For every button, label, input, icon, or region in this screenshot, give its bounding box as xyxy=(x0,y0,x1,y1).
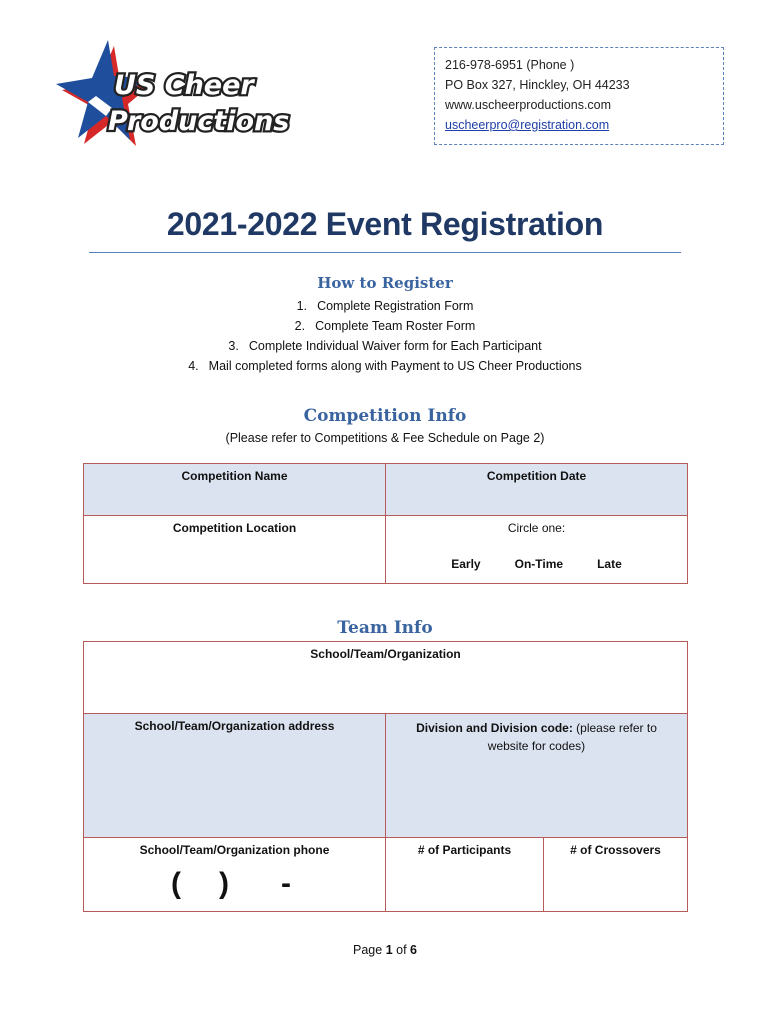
option-on-time[interactable]: On-Time xyxy=(514,557,564,571)
phone-label: School/Team/Organization phone xyxy=(139,843,330,857)
us-cheer-productions-logo xyxy=(52,38,352,154)
register-step: 1. Complete Registration Form xyxy=(296,299,474,313)
register-step: 2. Complete Team Roster Form xyxy=(294,319,476,333)
division-label: Division and Division code: xyxy=(416,721,573,735)
contact-address: PO Box 327, Hinckley, OH 44233 xyxy=(445,78,630,92)
option-early[interactable]: Early xyxy=(451,557,481,571)
division-field[interactable] xyxy=(386,714,688,838)
competition-location-field[interactable]: Competition Location xyxy=(84,516,386,584)
organization-name-field[interactable]: School/Team/Organization xyxy=(84,642,688,714)
timing-circle-cell xyxy=(386,516,688,584)
crossovers-count-field[interactable]: # of Crossovers xyxy=(544,838,688,912)
organization-address-field[interactable]: School/Team/Organization address xyxy=(84,714,386,838)
competition-info-note: (Please refer to Competitions & Fee Schedule on Page 2) xyxy=(225,431,545,445)
contact-email-link[interactable]: uscheerpro@registration.com xyxy=(445,118,610,132)
competition-info-heading: Competition Info xyxy=(303,406,467,426)
contact-website[interactable]: www.uscheerproductions.com xyxy=(445,98,612,112)
option-late[interactable]: Late xyxy=(597,557,622,571)
competition-date-field[interactable]: Competition Date xyxy=(386,464,688,516)
participants-count-field[interactable]: # of Participants xyxy=(386,838,544,912)
circle-one-label: Circle one: xyxy=(507,521,566,535)
contact-phone: 216-978-6951 (Phone ) xyxy=(445,58,575,72)
register-step: 3. Complete Individual Waiver form for Each Participant xyxy=(228,339,542,353)
organization-phone-field[interactable] xyxy=(84,838,386,912)
division-hint: (please refer to website for codes) xyxy=(487,721,657,753)
logo-text-line2: Productions xyxy=(108,106,290,137)
register-step: 4. Mail completed forms along with Payment to US Cheer Productions xyxy=(188,359,582,373)
competition-info-table xyxy=(83,463,688,584)
page-title: 2021-2022 Event Registration xyxy=(166,206,604,242)
logo-text-line1: US Cheer xyxy=(114,70,254,101)
competition-name-field[interactable]: Competition Name xyxy=(84,464,386,516)
contact-box xyxy=(434,47,724,145)
register-steps-list xyxy=(0,296,770,376)
team-info-table xyxy=(83,641,688,912)
how-to-register-heading: How to Register xyxy=(317,274,453,292)
team-info-heading: Team Info xyxy=(337,618,433,638)
phone-format: ( ) - xyxy=(171,867,291,900)
title-divider xyxy=(89,252,681,253)
page-number: Page 1 of 6 xyxy=(353,943,417,957)
